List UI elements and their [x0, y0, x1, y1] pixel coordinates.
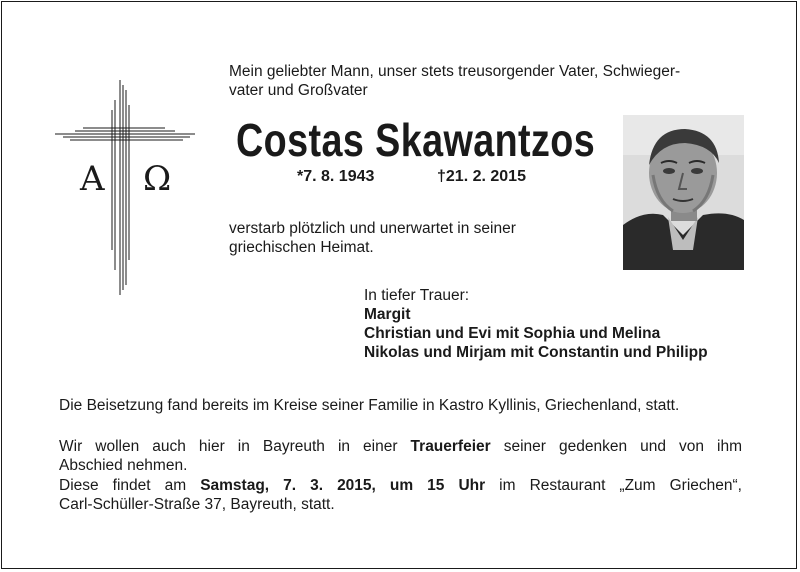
intro-line: vater und Großvater	[229, 82, 368, 99]
service-line	[59, 476, 742, 495]
intro-line: Mein geliebter Mann, unser stets treusorgender Vater, Schwieger-	[229, 63, 681, 80]
mourner-entry: Margit	[364, 306, 411, 323]
memorial-text: seiner gedenken und von ihm	[490, 438, 742, 455]
memorial-paragraph	[59, 437, 742, 475]
death-date: †21. 2. 2015	[437, 168, 526, 185]
cross-icon	[55, 80, 205, 300]
memorial-text: Wir wollen auch hier in Bayreuth in einer	[59, 438, 411, 455]
mourners-block	[364, 286, 708, 362]
mourner-entry: Nikolas und Mirjam mit Constantin und Philipp	[364, 344, 708, 361]
birth-date: *7. 8. 1943	[297, 168, 375, 185]
passed-text	[229, 219, 516, 257]
memorial-event: Trauerfeier	[410, 438, 491, 455]
mourner-entry: Christian und Evi mit Sophia und Melina	[364, 325, 661, 342]
omega-symbol: Ω	[143, 159, 172, 199]
mourners-intro: In tiefer Trauer:	[364, 287, 470, 304]
service-paragraph	[59, 476, 742, 514]
passed-line: griechischen Heimat.	[229, 239, 374, 256]
alpha-symbol: A	[80, 159, 105, 199]
service-text: im Restaurant „Zum Griechen“,	[485, 477, 742, 494]
deceased-name: Costas Skawantzos	[236, 114, 596, 166]
memorial-line	[59, 437, 742, 456]
service-datetime: Samstag, 7. 3. 2015, um 15 Uhr	[200, 477, 486, 494]
intro-text	[229, 62, 680, 100]
memorial-line: Abschied nehmen.	[59, 457, 188, 474]
portrait-photo	[623, 115, 744, 270]
service-text: Diese findet am	[59, 477, 201, 494]
passed-line: verstarb plötzlich und unerwartet in seiner	[229, 220, 516, 237]
burial-text: Die Beisetzung fand bereits im Kreise seiner Familie in Kastro Kyllinis, Griechenland, statt.	[59, 397, 680, 414]
service-address: Carl-Schüller-Straße 37, Bayreuth, statt.	[59, 496, 335, 513]
